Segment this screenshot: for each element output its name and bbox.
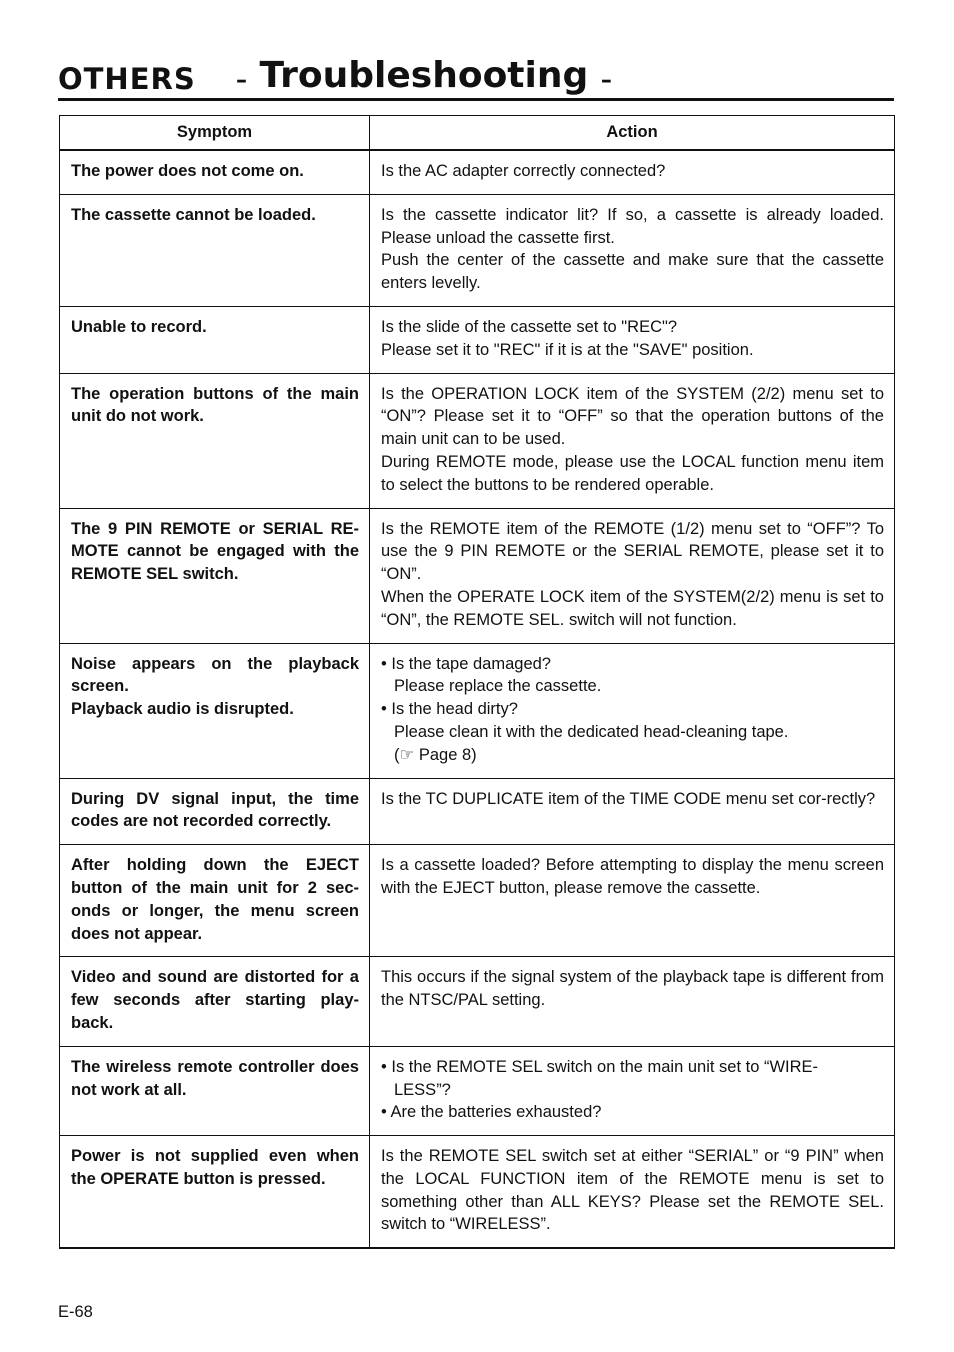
action-text: Push the center of the cassette and make sure that the cassette enters levelly. bbox=[381, 251, 884, 293]
action-text: Please replace the cassette. bbox=[394, 677, 602, 696]
action-text: Is the OPERATION LOCK item of the SYSTEM (2/2) menu set to “ON”? Please set it to “OFF” so that the operation buttons of the main unit can to be used. bbox=[381, 384, 884, 449]
table-row bbox=[60, 778, 895, 845]
symptom-text: After holding down the EJECT button of the main unit for 2 sec-onds or longer, the menu screen does not appear. bbox=[71, 856, 359, 943]
action-text: • Is the REMOTE SEL switch on the main unit set to “WIRE- bbox=[381, 1057, 819, 1076]
action-text: (☞ Page 8) bbox=[394, 745, 477, 764]
page-title bbox=[236, 55, 612, 96]
action-cell bbox=[370, 845, 895, 957]
action-column-header: Action bbox=[370, 116, 895, 151]
page-number: E-68 bbox=[58, 1303, 93, 1321]
title-dash-left: – bbox=[236, 68, 247, 93]
page-header bbox=[58, 52, 894, 101]
symptom-cell bbox=[60, 508, 370, 643]
action-text: Is the AC adapter correctly connected? bbox=[381, 162, 666, 180]
symptom-cell bbox=[60, 643, 370, 778]
symptom-text: The 9 PIN REMOTE or SERIAL RE-MOTE cannot be engaged with the REMOTE SEL switch. bbox=[71, 519, 359, 584]
symptom-text: The cassette cannot be loaded. bbox=[71, 205, 316, 224]
page-title-text: Troubleshooting bbox=[259, 55, 589, 96]
symptom-text: Video and sound are distorted for a few seconds after starting play-back. bbox=[71, 968, 359, 1032]
action-cell bbox=[370, 194, 895, 306]
symptom-column-header: Symptom bbox=[60, 116, 370, 151]
title-dash-right: – bbox=[600, 68, 612, 93]
symptom-text: The power does not come on. bbox=[71, 162, 304, 180]
action-text: • Is the tape damaged? bbox=[381, 654, 551, 673]
action-cell bbox=[370, 373, 895, 508]
action-cell bbox=[370, 778, 895, 845]
symptom-cell bbox=[60, 194, 370, 306]
table-row bbox=[60, 508, 895, 643]
action-cell bbox=[370, 508, 895, 643]
table-row bbox=[60, 1046, 895, 1135]
action-text: During REMOTE mode, please use the LOCAL function menu item to select the buttons to be rendered operable. bbox=[381, 452, 884, 494]
table-row bbox=[60, 373, 895, 508]
symptom-text: Power is not supplied even when the OPERATE button is pressed. bbox=[71, 1147, 359, 1188]
table-row bbox=[60, 1136, 895, 1249]
action-text: • Are the batteries exhausted? bbox=[381, 1103, 602, 1122]
action-cell bbox=[370, 1046, 895, 1135]
action-cell bbox=[370, 150, 895, 194]
table-row bbox=[60, 845, 895, 957]
symptom-cell bbox=[60, 845, 370, 957]
action-text: When the OPERATE LOCK item of the SYSTEM(2/2) menu is set to “ON”, the REMOTE SEL. switch will not function. bbox=[381, 587, 884, 629]
action-text: Is a cassette loaded? Before attempting to display the menu screen with the EJECT button, please remove the cassette. bbox=[381, 856, 884, 897]
action-text: This occurs if the signal system of the playback tape is different from the NTSC/PAL setting. bbox=[381, 968, 884, 1010]
action-cell bbox=[370, 306, 895, 373]
action-text: Is the REMOTE SEL switch set at either “SERIAL” or “9 PIN” when the LOCAL FUNCTION item of the REMOTE menu is set to something other than ALL KEYS? Please set the REMOTE SEL. switch to “WIRELESS”. bbox=[381, 1147, 884, 1234]
table-row bbox=[60, 957, 895, 1046]
troubleshooting-table bbox=[59, 115, 895, 1249]
symptom-cell bbox=[60, 306, 370, 373]
symptom-text: Playback audio is disrupted. bbox=[71, 700, 294, 719]
table-row bbox=[60, 306, 895, 373]
symptom-cell bbox=[60, 1136, 370, 1249]
symptom-text: The wireless remote controller does not work at all. bbox=[71, 1057, 359, 1099]
symptom-cell bbox=[60, 1046, 370, 1135]
action-cell bbox=[370, 1136, 895, 1249]
symptom-cell bbox=[60, 150, 370, 194]
table-row bbox=[60, 150, 895, 194]
action-text: LESS”? bbox=[394, 1080, 451, 1099]
symptom-cell bbox=[60, 778, 370, 845]
section-title: OTHERS bbox=[58, 62, 196, 96]
symptom-cell bbox=[60, 373, 370, 508]
action-text: Is the REMOTE item of the REMOTE (1/2) menu set to “OFF”? To use the 9 PIN REMOTE or the SERIAL REMOTE, please set it to “ON”. bbox=[381, 519, 884, 584]
action-text: Is the TC DUPLICATE item of the TIME CODE menu set cor-rectly? bbox=[381, 789, 876, 808]
table-header-row bbox=[60, 116, 895, 151]
symptom-cell bbox=[60, 957, 370, 1046]
symptom-text: During DV signal input, the time codes are not recorded correctly. bbox=[71, 789, 359, 831]
action-cell bbox=[370, 643, 895, 778]
action-text: Is the cassette indicator lit? If so, a cassette is already loaded. Please unload the cassette first. bbox=[381, 205, 884, 247]
symptom-text: Noise appears on the playback screen. bbox=[71, 654, 359, 696]
table-row bbox=[60, 194, 895, 306]
action-text: Is the slide of the cassette set to "REC"? bbox=[381, 317, 678, 336]
action-text: Please clean it with the dedicated head-cleaning tape. bbox=[394, 722, 789, 741]
table-row bbox=[60, 643, 895, 778]
symptom-text: Unable to record. bbox=[71, 317, 207, 336]
action-cell bbox=[370, 957, 895, 1046]
action-text: • Is the head dirty? bbox=[381, 700, 518, 719]
symptom-text: The operation buttons of the main unit do not work. bbox=[71, 384, 359, 426]
action-text: Please set it to "REC" if it is at the "SAVE" position. bbox=[381, 340, 754, 359]
